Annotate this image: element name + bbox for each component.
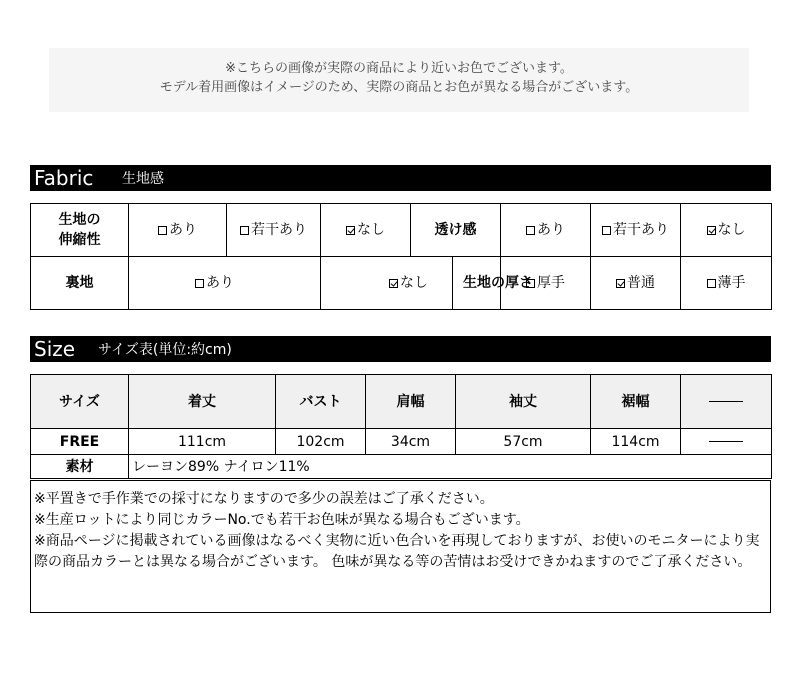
stretch-label <box>31 204 129 257</box>
hem-header-cell: 裾幅 <box>591 375 681 429</box>
sheer-option: あり <box>501 204 591 257</box>
cell-divider <box>452 256 453 310</box>
lining-option: あり <box>129 257 321 310</box>
fabric-table <box>30 203 772 310</box>
checkbox-empty-icon <box>526 279 535 288</box>
fabric-title-en: Fabric <box>34 166 94 190</box>
sheer-option: なし <box>681 204 772 257</box>
checkbox-empty-icon <box>526 226 535 235</box>
checkbox-checked-icon <box>707 226 716 235</box>
size-header-bar <box>30 336 771 362</box>
empty-value-cell <box>681 429 772 455</box>
note-item: ※生産ロットにより同じカラーNo.でも若干お色味が異なる場合もございます。 <box>34 512 530 528</box>
material-label: 素材 <box>31 455 129 479</box>
length-value-cell: 111cm <box>129 429 276 455</box>
note-item: ※商品ページに掲載されている画像はなるべく実物に近い色合いを再現しておりますが、お使いのモニターにより実際の商品カラーとは異なる場合がございます。 色味が異なる等の苦情はお受けできかねますのでご了承ください。 <box>34 533 760 570</box>
stretch-option: 若干あり <box>227 204 321 257</box>
thickness-option: 薄手 <box>681 257 772 310</box>
lining-label: 裏地 <box>31 257 129 310</box>
size-value-cell: FREE <box>31 429 129 455</box>
checkbox-empty-icon <box>707 279 716 288</box>
sleeve-value-cell: 57cm <box>456 429 591 455</box>
sheer-option: 若干あり <box>591 204 681 257</box>
dash-mark <box>709 401 743 402</box>
size-header-cell: サイズ <box>31 375 129 429</box>
size-title-en: Size <box>34 337 76 361</box>
color-notice <box>49 48 749 112</box>
length-header-cell: 着丈 <box>129 375 276 429</box>
fabric-header-bar <box>30 165 771 191</box>
checkbox-checked-icon <box>616 279 625 288</box>
checkbox-empty-icon <box>195 279 204 288</box>
size-table <box>30 374 772 479</box>
thickness-label: 生地の厚さ <box>463 275 533 291</box>
shoulder-header-cell: 肩幅 <box>366 375 456 429</box>
empty-header-cell <box>681 375 772 429</box>
color-notice-line-1: ※こちらの画像が実際の商品により近いお色でございます。 <box>225 61 573 76</box>
stretch-label-line-2: 伸縮性 <box>58 232 101 248</box>
checkbox-empty-icon <box>158 226 167 235</box>
thickness-option: 厚手 <box>501 257 591 310</box>
checkbox-checked-icon <box>389 279 398 288</box>
checkbox-checked-icon <box>346 226 355 235</box>
color-notice-line-2: モデル着用画像はイメージのため、実際の商品とお色が異なる場合がございます。 <box>159 80 639 95</box>
checkbox-empty-icon <box>602 226 611 235</box>
note-item: ※平置きで手作業での採寸になりますので多少の誤差はご了承ください。 <box>34 491 494 507</box>
bust-value-cell: 102cm <box>276 429 366 455</box>
lining-option: なし 生地の厚さ <box>321 257 501 310</box>
bust-header-cell: バスト <box>276 375 366 429</box>
checkbox-empty-icon <box>240 226 249 235</box>
fabric-title-jp: 生地感 <box>122 171 164 187</box>
hem-value-cell: 114cm <box>591 429 681 455</box>
stretch-label-line-1: 生地の <box>58 212 101 228</box>
stretch-option: なし <box>321 204 411 257</box>
notes-box <box>30 480 771 613</box>
stretch-option: あり <box>129 204 227 257</box>
sleeve-header-cell: 袖丈 <box>456 375 591 429</box>
material-value: レーヨン89% ナイロン11% <box>129 455 772 479</box>
thickness-option: 普通 <box>591 257 681 310</box>
size-title-jp: サイズ表(単位:約cm) <box>98 342 232 358</box>
dash-mark <box>709 441 743 442</box>
shoulder-value-cell: 34cm <box>366 429 456 455</box>
sheer-label: 透け感 <box>411 204 501 257</box>
